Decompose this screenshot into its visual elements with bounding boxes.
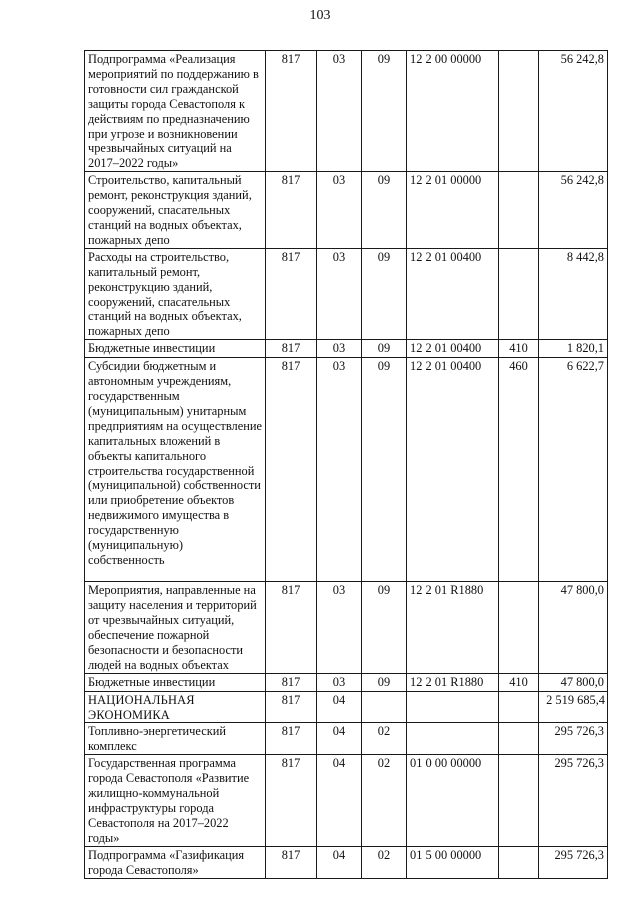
subsection-code-cell: 09	[362, 340, 407, 358]
target-article-cell: 12 2 00 00000	[407, 51, 499, 172]
expense-type-cell: 460	[499, 358, 539, 582]
section-code-cell: 03	[317, 340, 362, 358]
expense-type-cell	[499, 755, 539, 846]
row-name-cell: Бюджетные инвестиции	[85, 673, 266, 691]
section-code-cell: 03	[317, 582, 362, 673]
expense-type-cell: 410	[499, 340, 539, 358]
table-row	[85, 846, 608, 878]
ministry-code-cell: 817	[266, 172, 317, 249]
table-row	[85, 673, 608, 691]
table-row	[85, 51, 608, 172]
ministry-code-cell: 817	[266, 846, 317, 878]
section-code-cell: 03	[317, 673, 362, 691]
section-code-cell: 04	[317, 691, 362, 723]
page-number: 103	[309, 8, 331, 23]
subsection-code-cell	[362, 691, 407, 723]
ministry-code-cell: 817	[266, 582, 317, 673]
amount-cell: 1 820,1	[539, 340, 608, 358]
section-code-cell: 04	[317, 846, 362, 878]
amount-cell: 295 726,3	[539, 846, 608, 878]
target-article-cell: 12 2 01 00400	[407, 248, 499, 339]
ministry-code-cell: 817	[266, 755, 317, 846]
row-name-cell: НАЦИОНАЛЬНАЯ ЭКОНОМИКА	[85, 691, 266, 723]
expense-type-cell	[499, 691, 539, 723]
row-name-cell: Мероприятия, направленные на защиту населения и территорий от чрезвычайных ситуаций, обеспечение пожарной безопасности и безопасности людей на водных объектах	[85, 582, 266, 673]
row-name-cell: Подпрограмма «Газификация города Севастополя»	[85, 846, 266, 878]
section-code-cell: 04	[317, 755, 362, 846]
expense-type-cell	[499, 172, 539, 249]
expense-type-cell: 410	[499, 673, 539, 691]
amount-cell: 56 242,8	[539, 51, 608, 172]
row-name-cell: Расходы на строительство, капитальный ремонт, реконструкцию зданий, сооружений, спасательных станций на водных объектах, пожарных депо	[85, 248, 266, 339]
target-article-cell: 12 2 01 00400	[407, 340, 499, 358]
ministry-code-cell: 817	[266, 340, 317, 358]
row-name-cell: Топливно-энергетический комплекс	[85, 723, 266, 755]
expense-type-cell	[499, 723, 539, 755]
target-article-cell: 12 2 01 00000	[407, 172, 499, 249]
subsection-code-cell: 09	[362, 673, 407, 691]
table-row	[85, 691, 608, 723]
ministry-code-cell: 817	[266, 248, 317, 339]
ministry-code-cell: 817	[266, 673, 317, 691]
amount-cell: 2 519 685,4	[539, 691, 608, 723]
ministry-code-cell: 817	[266, 723, 317, 755]
ministry-code-cell: 817	[266, 691, 317, 723]
row-name-cell: Подпрограмма «Реализация мероприятий по поддержанию в готовности сил гражданской защиты города Севастополя к действиям по предназначению при угрозе и возникновении чрезвычайных ситуаций на 2017–2022 годы»	[85, 51, 266, 172]
target-article-cell: 01 5 00 00000	[407, 846, 499, 878]
amount-cell: 56 242,8	[539, 172, 608, 249]
section-code-cell: 03	[317, 248, 362, 339]
section-code-cell: 03	[317, 51, 362, 172]
table-row	[85, 248, 608, 339]
table-row	[85, 755, 608, 846]
target-article-cell	[407, 691, 499, 723]
target-article-cell: 12 2 01 00400	[407, 358, 499, 582]
subsection-code-cell: 09	[362, 172, 407, 249]
subsection-code-cell: 09	[362, 248, 407, 339]
table-row	[85, 340, 608, 358]
expense-type-cell	[499, 51, 539, 172]
amount-cell: 295 726,3	[539, 723, 608, 755]
row-name-cell: Субсидии бюджетным и автономным учреждениям, государственным (муниципальным) унитарным предприятиям на осуществление капитальных вложений в объекты капитального строительства государственной (муниципальной) собственности или приобретение объектов недвижимого имущества в государственную (муниципальную) собственность	[85, 358, 266, 582]
amount-cell: 8 442,8	[539, 248, 608, 339]
target-article-cell: 01 0 00 00000	[407, 755, 499, 846]
subsection-code-cell: 02	[362, 846, 407, 878]
table-row	[85, 358, 608, 582]
section-code-cell: 03	[317, 172, 362, 249]
amount-cell: 6 622,7	[539, 358, 608, 582]
subsection-code-cell: 09	[362, 582, 407, 673]
subsection-code-cell: 09	[362, 358, 407, 582]
subsection-code-cell: 02	[362, 723, 407, 755]
amount-cell: 47 800,0	[539, 582, 608, 673]
expense-type-cell	[499, 846, 539, 878]
expense-type-cell	[499, 582, 539, 673]
amount-cell: 47 800,0	[539, 673, 608, 691]
table-row	[85, 723, 608, 755]
amount-cell: 295 726,3	[539, 755, 608, 846]
row-name-cell: Государственная программа города Севастополя «Развитие жилищно-коммунальной инфраструктуры города Севастополя на 2017–2022 годы»	[85, 755, 266, 846]
target-article-cell: 12 2 01 R1880	[407, 582, 499, 673]
expense-type-cell	[499, 248, 539, 339]
budget-table	[84, 50, 608, 879]
row-name-cell: Бюджетные инвестиции	[85, 340, 266, 358]
table-row	[85, 582, 608, 673]
row-name-cell: Строительство, капитальный ремонт, реконструкция зданий, сооружений, спасательных станций на водных объектах, пожарных депо	[85, 172, 266, 249]
table-row	[85, 172, 608, 249]
target-article-cell	[407, 723, 499, 755]
subsection-code-cell: 09	[362, 51, 407, 172]
subsection-code-cell: 02	[362, 755, 407, 846]
target-article-cell: 12 2 01 R1880	[407, 673, 499, 691]
ministry-code-cell: 817	[266, 51, 317, 172]
section-code-cell: 04	[317, 723, 362, 755]
ministry-code-cell: 817	[266, 358, 317, 582]
section-code-cell: 03	[317, 358, 362, 582]
